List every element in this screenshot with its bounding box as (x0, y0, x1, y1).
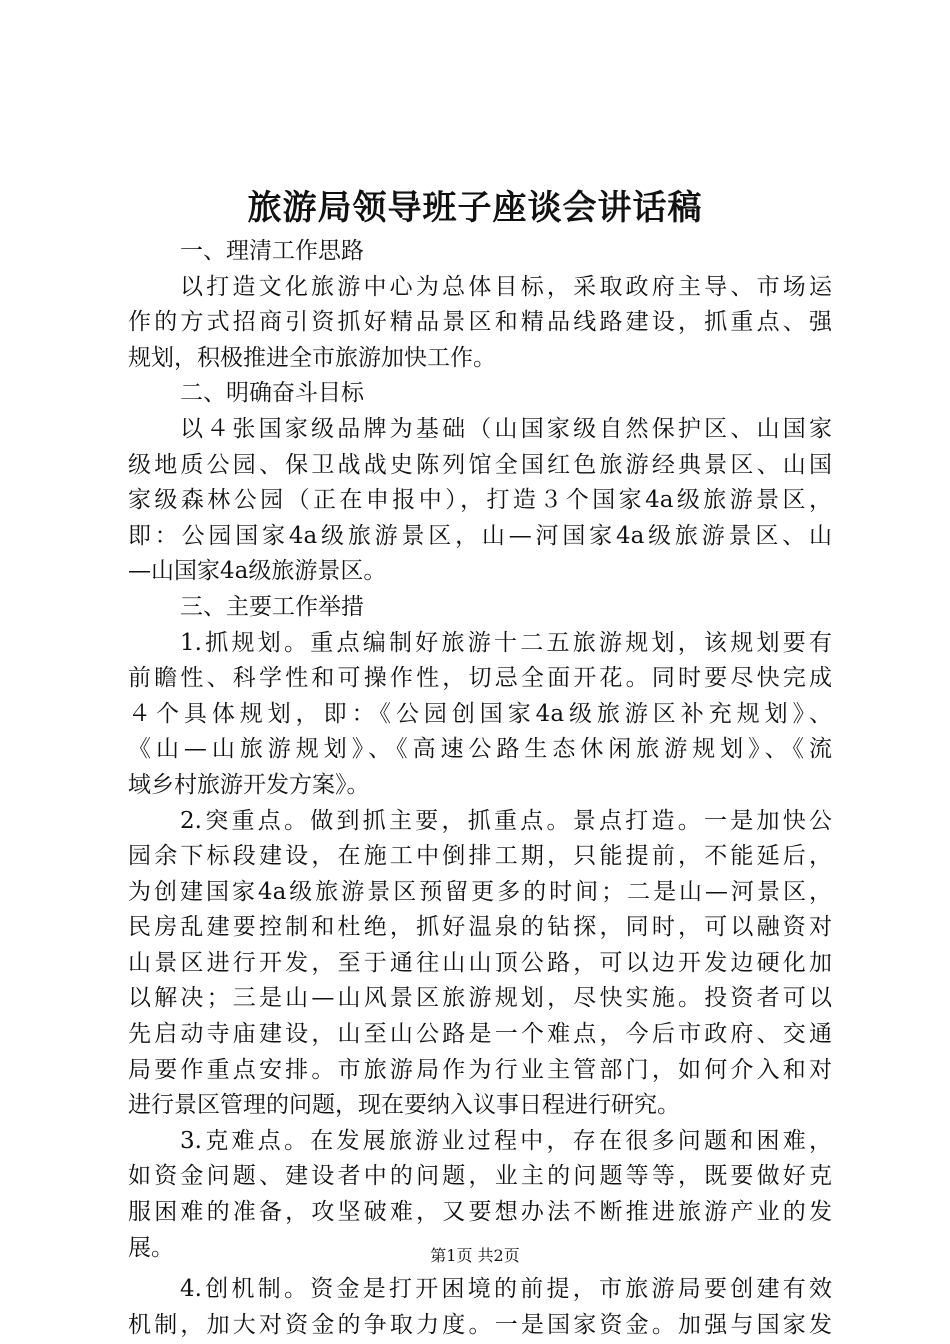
text-line: 作的方式招商引资抓好精品景区和精品线路建设，抓重点、强 (128, 309, 832, 336)
text-line: 《山—山旅游规划》、《高速公路生态休闲旅游规划》、《流 (128, 736, 832, 763)
text-line: 山景区进行开发，至于通往山山顶公路，可以边开发边硬化加 (128, 949, 832, 976)
text-line: 2.突重点。做到抓主要，抓重点。景点打造。一是加快公 (180, 807, 832, 834)
text-line: 级地质公园、保卫战战史陈列馆全国红色旅游经典景区、山国 (128, 451, 832, 478)
text-line: 家级森林公园（正在申报中），打造３个国家4a级旅游景区， (128, 487, 832, 514)
text-line: 一、理清工作思路 (180, 238, 364, 264)
text-line: 1.抓规划。重点编制好旅游十二五旅游规划，该规划要有 (180, 629, 832, 656)
document-title: 旅游局领导班子座谈会讲话稿 (247, 188, 703, 228)
text-line: ４个具体规划，即：《公园创国家4a级旅游区补充规划》、 (128, 700, 832, 727)
text-line: 规划，积极推进全市旅游加快工作。 (128, 344, 496, 371)
text-line: 先启动寺庙建设，山至山公路是一个难点，今后市政府、交通 (128, 1021, 832, 1048)
text-line: 机制，加大对资金的争取力度。一是国家资金。加强与国家发 (128, 1311, 832, 1338)
text-line: 三、主要工作举措 (180, 593, 364, 620)
text-line: 为创建国家4a级旅游景区预留更多的时间；二是山—河景区， (128, 878, 832, 905)
text-line: 二、明确奋斗目标 (180, 380, 364, 407)
text-line: 服困难的准备，攻坚破难，又要想办法不断推进旅游产业的发 (128, 1199, 832, 1226)
document-body (128, 234, 832, 1343)
text-line: 展。 (128, 1234, 174, 1261)
text-line: 3.克难点。在发展旅游业过程中，存在很多问题和困难， (180, 1127, 832, 1154)
text-line: 域乡村旅游开发方案》。 (128, 771, 370, 798)
page-footer: 第1页 共2页 (430, 1246, 520, 1265)
text-line: 如资金问题、建设者中的问题，业主的问题等等，既要做好克 (128, 1163, 832, 1190)
text-line: 进行景区管理的问题，现在要纳入议事日程进行研究。 (128, 1092, 680, 1119)
text-line: 前瞻性、科学性和可操作性，切忌全面开花。同时要尽快完成 (128, 665, 832, 692)
text-line: 以４张国家级品牌为基础（山国家级自然保护区、山国家 (180, 415, 832, 442)
text-line: —山国家4a级旅游景区。 (128, 558, 387, 585)
text-line: 以解决；三是山—山风景区旅游规划，尽快实施。投资者可以 (128, 985, 832, 1012)
text-line: 4.创机制。资金是打开困境的前提，市旅游局要创建有效 (180, 1276, 832, 1303)
text-line: 以打造文化旅游中心为总体目标，采取政府主导、市场运 (180, 273, 832, 300)
text-line: 局要作重点安排。市旅游局作为行业主管部门，如何介入和对 (128, 1056, 832, 1083)
text-line: 民房乱建要控制和杜绝，抓好温泉的钻探，同时，可以融资对 (128, 914, 832, 941)
text-line: 即：公园国家4a级旅游景区，山—河国家4a级旅游景区、山 (128, 522, 832, 549)
text-line: 园余下标段建设，在施工中倒排工期，只能提前，不能延后， (128, 843, 832, 870)
